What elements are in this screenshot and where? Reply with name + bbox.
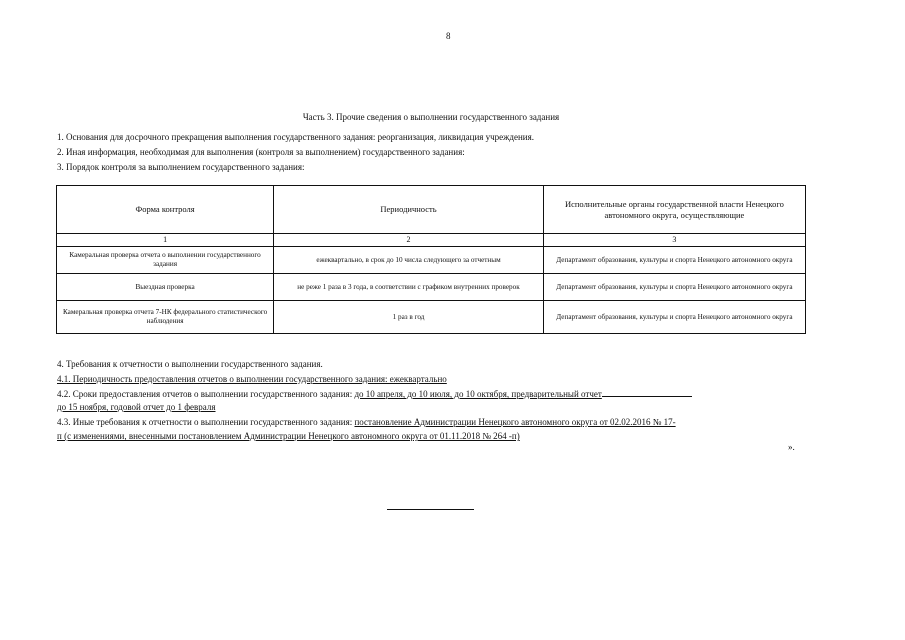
- item-4-2-value: до 10 апреля, до 10 июля, до 10 октября, предварительный отчет: [354, 389, 602, 399]
- closing-quote-mark: ».: [788, 442, 795, 452]
- table-cell: Выездная проверка: [57, 274, 274, 301]
- header-control-form: Форма контроля: [57, 186, 274, 234]
- page-number: 8: [446, 31, 451, 41]
- table-cell: не реже 1 раза в 3 года, в соответствии с графиком внутренних проверок: [274, 274, 544, 301]
- item-1-termination-grounds: 1. Основания для досрочного прекращения выполнения государственного задания: реорганизация, ликвидация учреждения.: [57, 132, 534, 142]
- table-cell: ежеквартально, в срок до 10 числа следующего за отчетным: [274, 247, 544, 274]
- header-executive-bodies: Исполнительные органы государственной власти Ненецкого автономного округа, осуществляющие: [543, 186, 805, 234]
- table-cell: Департамент образования, культуры и спорта Ненецкого автономного округа: [543, 301, 805, 334]
- item-2-other-info: 2. Иная информация, необходимая для выполнения (контроля за выполнением) государственного задания:: [57, 147, 465, 157]
- table-row: [57, 301, 806, 334]
- item-4-reporting-requirements: 4. Требования к отчетности о выполнении государственного задания.: [57, 359, 323, 369]
- column-number: 1: [57, 234, 274, 247]
- table-number-row: [57, 234, 806, 247]
- table-cell: Камеральная проверка отчета 7-НК федерального статистического наблюдения: [57, 301, 274, 334]
- table-cell: Камеральная проверка отчета о выполнении государственного задания: [57, 247, 274, 274]
- column-number: 2: [274, 234, 544, 247]
- item-4-1-periodicity: 4.1. Периодичность предоставления отчетов о выполнении государственного задания: ежеквартально: [57, 374, 447, 384]
- table-row: [57, 247, 806, 274]
- column-number: 3: [543, 234, 805, 247]
- table-cell: Департамент образования, культуры и спорта Ненецкого автономного округа: [543, 247, 805, 274]
- item-4-2-deadlines: [57, 388, 692, 399]
- underline-filler: [602, 388, 692, 397]
- separator-line: [387, 509, 474, 510]
- table-cell: 1 раз в год: [274, 301, 544, 334]
- header-periodicity: Периодичность: [274, 186, 544, 234]
- item-4-2-label: 4.2. Сроки предоставления отчетов о выполнении государственного задания:: [57, 389, 355, 399]
- item-4-3-label: 4.3. Иные требования к отчетности о выполнении государственного задания:: [57, 417, 355, 427]
- table-cell: Департамент образования, культуры и спорта Ненецкого автономного округа: [543, 274, 805, 301]
- item-4-3-continuation: п (с изменениями, внесенными постановлением Администрации Ненецкого автономного округа от 01.11.2018 № 264 -п): [57, 431, 520, 441]
- control-table: [56, 185, 806, 334]
- table-row: [57, 274, 806, 301]
- item-4-3-other-requirements: [57, 417, 676, 427]
- item-3-control-procedure: 3. Порядок контроля за выполнением государственного задания:: [57, 162, 305, 172]
- item-4-2-continuation: до 15 ноября, годовой отчет до 1 февраля: [57, 402, 216, 412]
- table-header-row: [57, 186, 806, 234]
- item-4-3-value: постановление Администрации Ненецкого автономного округа от 02.02.2016 № 17-: [354, 417, 676, 427]
- part-title: Часть 3. Прочие сведения о выполнении государственного задания: [302, 112, 560, 122]
